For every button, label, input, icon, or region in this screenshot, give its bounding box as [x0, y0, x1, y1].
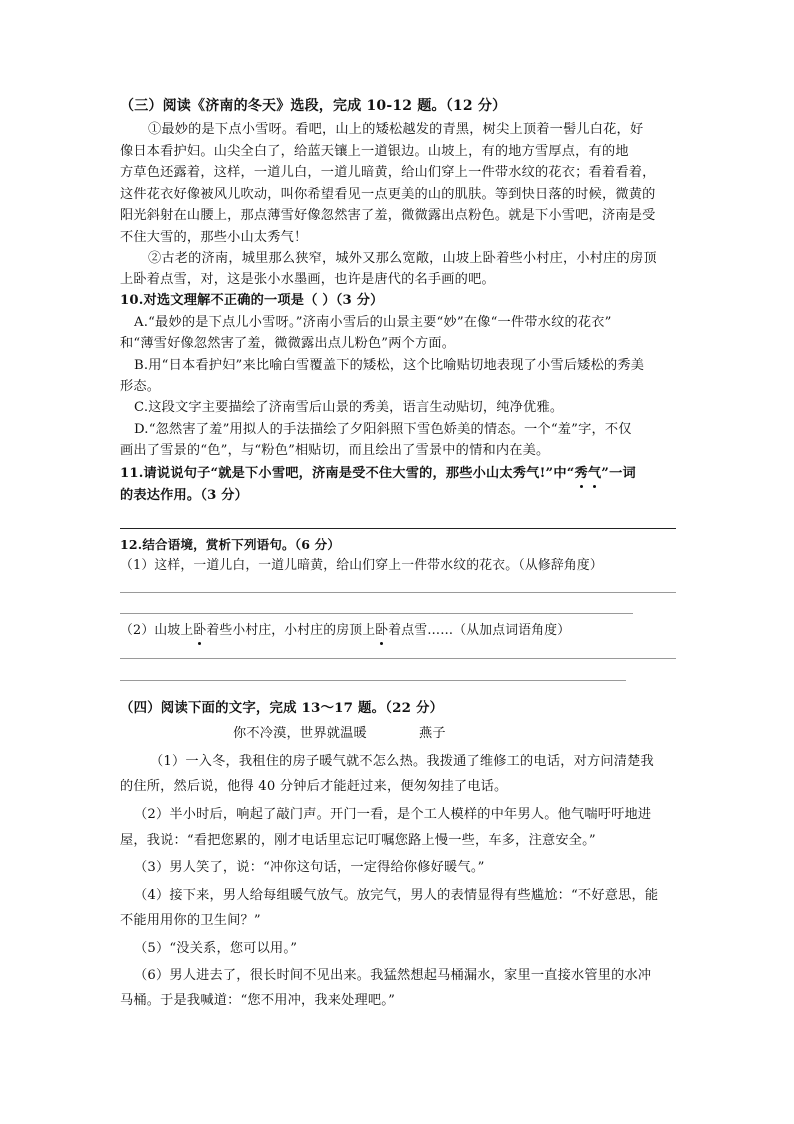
s4-para-4-line-1: （4）接下来，男人给每组暖气放气。放完气，男人的表情显得有些尴尬：“不好意思，能	[134, 888, 659, 903]
q11-dotted-char-1: 秀	[575, 464, 588, 484]
q10-option-d-line-2: 画出了雪景的“色”，与“粉色”相贴切，而且绘出了雪景中的情和内在美。	[120, 443, 550, 458]
q10-option-a-line-2: 和“薄雪好像忽然害了羞，微微露出点儿粉色”两个方面。	[120, 336, 456, 351]
q10-option-d-line-1: D.“忽然害了羞”用拟人的手法描绘了夕阳斜照下雪色娇美的情态。一个“羞”字，不仅	[134, 422, 632, 437]
q10-option-a-line-1: A.“最妙的是下点儿小雪呀。”济南小雪后的山景主要“妙”在像“一件带水纹的花衣”	[134, 315, 612, 330]
s3-p1-line-4: 这件花衣好像被风儿吹动，叫你希望看见一点更美的山的肌肤。等到快日落的时候，微黄的	[120, 187, 656, 202]
q11-stem-line-1	[120, 464, 680, 484]
s3-p1-line-6: 不住大雪的，那些小山太秀气！	[120, 230, 308, 245]
s4-para-1-line-2: 的住所，然后说，他得 40 分钟后才能赶过来，便匆匆挂了电话。	[120, 779, 508, 794]
q10-option-c: C.这段文字主要描绘了济南雪后山景的秀美，语言生动贴切，纯净优雅。	[134, 400, 564, 415]
s4-para-2-line-2: 屋，我说：“看把您累的，刚才电话里忘记叮嘱您路上慢一些，车多，注意安全。”	[120, 833, 596, 848]
q12-sentence-1: （1）这样，一道儿白，一道儿暗黄，给山们穿上一件带水纹的花衣。（从修辞角度）	[120, 558, 603, 573]
section3-heading: （三）阅读《济南的冬天》选段，完成 10-12 题。（12 分）	[120, 98, 507, 114]
section4-heading: （四）阅读下面的文字，完成 13～17 题。（22 分）	[120, 700, 444, 716]
s4-para-4-line-2: 不能用用你的卫生间？”	[120, 913, 261, 928]
q12-stem: 12.结合语境，赏析下列语句。（6 分）	[120, 537, 341, 552]
s3-p1-line-5: 阳光斜射在山腰上，那点薄雪好像忽然害了羞，微微露出点粉色。就是下小雪吧，济南是受	[120, 208, 656, 223]
q11-stem-pre: 11.请说说句子“就是下小雪吧，济南是受不住大雪的，那些小山太秀气!”中“	[120, 466, 575, 481]
q10-option-b-line-1: B.用“日本看护妇”来比喻白雪覆盖下的矮松，这个比喻贴切地表现了小雪后矮松的秀美	[134, 358, 645, 373]
s3-p1-line-2: 像日本看护妇。山尖全白了，给蓝天镶上一道银边。山坡上，有的地方雪厚点，有的地	[120, 144, 629, 159]
s4-para-6-line-1: （6）男人进去了，很长时间不见出来。我猛然想起马桶漏水，家里一直接水管里的水冲	[134, 968, 652, 983]
q11-answer-line	[120, 528, 676, 529]
q10-stem: 10.对选文理解不正确的一项是（ ）（3 分）	[120, 293, 384, 308]
s3-p1-line-3: 方草色还露着，这样，一道儿白，一道儿暗黄，给山们穿上一件带水纹的花衣；看着看着，	[120, 165, 656, 180]
q12-sentence-2	[120, 621, 680, 641]
s4-para-3: （3）男人笑了，说：“冲你这句话，一定得给你修好暖气。”	[134, 860, 485, 875]
q12-answer-line-2	[120, 613, 633, 614]
s4-para-2-line-1: （2）半小时后，响起了敲门声。开门一看，是个工人模样的中年男人。他气喘吁吁地进	[134, 807, 652, 822]
s3-p1-line-1: ①最妙的是下点小雪呀。看吧，山上的矮松越发的青黑，树尖上顶着一髻儿白花，好	[148, 122, 644, 137]
q12-s2-part-b: 着些小村庄，小村庄的房顶上	[206, 623, 376, 638]
q12-answer-line-4	[120, 680, 626, 681]
s4-para-5: （5）“没关系，您可以用。”	[134, 941, 298, 956]
q12-s2-part-c: 着点雪……（从加点词语角度）	[388, 623, 571, 638]
article-author: 燕子	[419, 726, 446, 741]
s4-para-6-line-2: 马桶。于是我喊道：“您不用冲，我来处理吧。”	[120, 993, 396, 1008]
s4-para-1-line-1: （1）一入冬，我租住的房子暖气就不怎么热。我拨通了维修工的电话，对方问清楚我	[150, 754, 654, 769]
q12-answer-line-3	[120, 658, 676, 659]
q11-stem-post: ”一词	[601, 466, 636, 481]
s3-p2-line-1: ②古老的济南，城里那么狭窄，城外又那么宽敞，山坡上卧着些小村庄，小村庄的房顶	[148, 251, 657, 266]
s3-p2-line-2: 上卧着点雪，对，这是张小水墨画，也许是唐代的名手画的吧。	[120, 272, 495, 287]
q11-stem-line-2: 的表达作用。（3 分）	[120, 488, 249, 503]
q10-option-b-line-2: 形态。	[120, 379, 161, 394]
article-title: 你不冷漠，世界就温暖	[233, 726, 367, 741]
q11-dotted-char-2: 气	[588, 464, 601, 484]
q12-s2-dotted-char-2: 卧	[375, 621, 388, 641]
q12-s2-part-a: （2）山坡上	[120, 623, 194, 638]
q12-s2-dotted-char-1: 卧	[193, 621, 206, 641]
q12-answer-line-1	[120, 592, 676, 593]
